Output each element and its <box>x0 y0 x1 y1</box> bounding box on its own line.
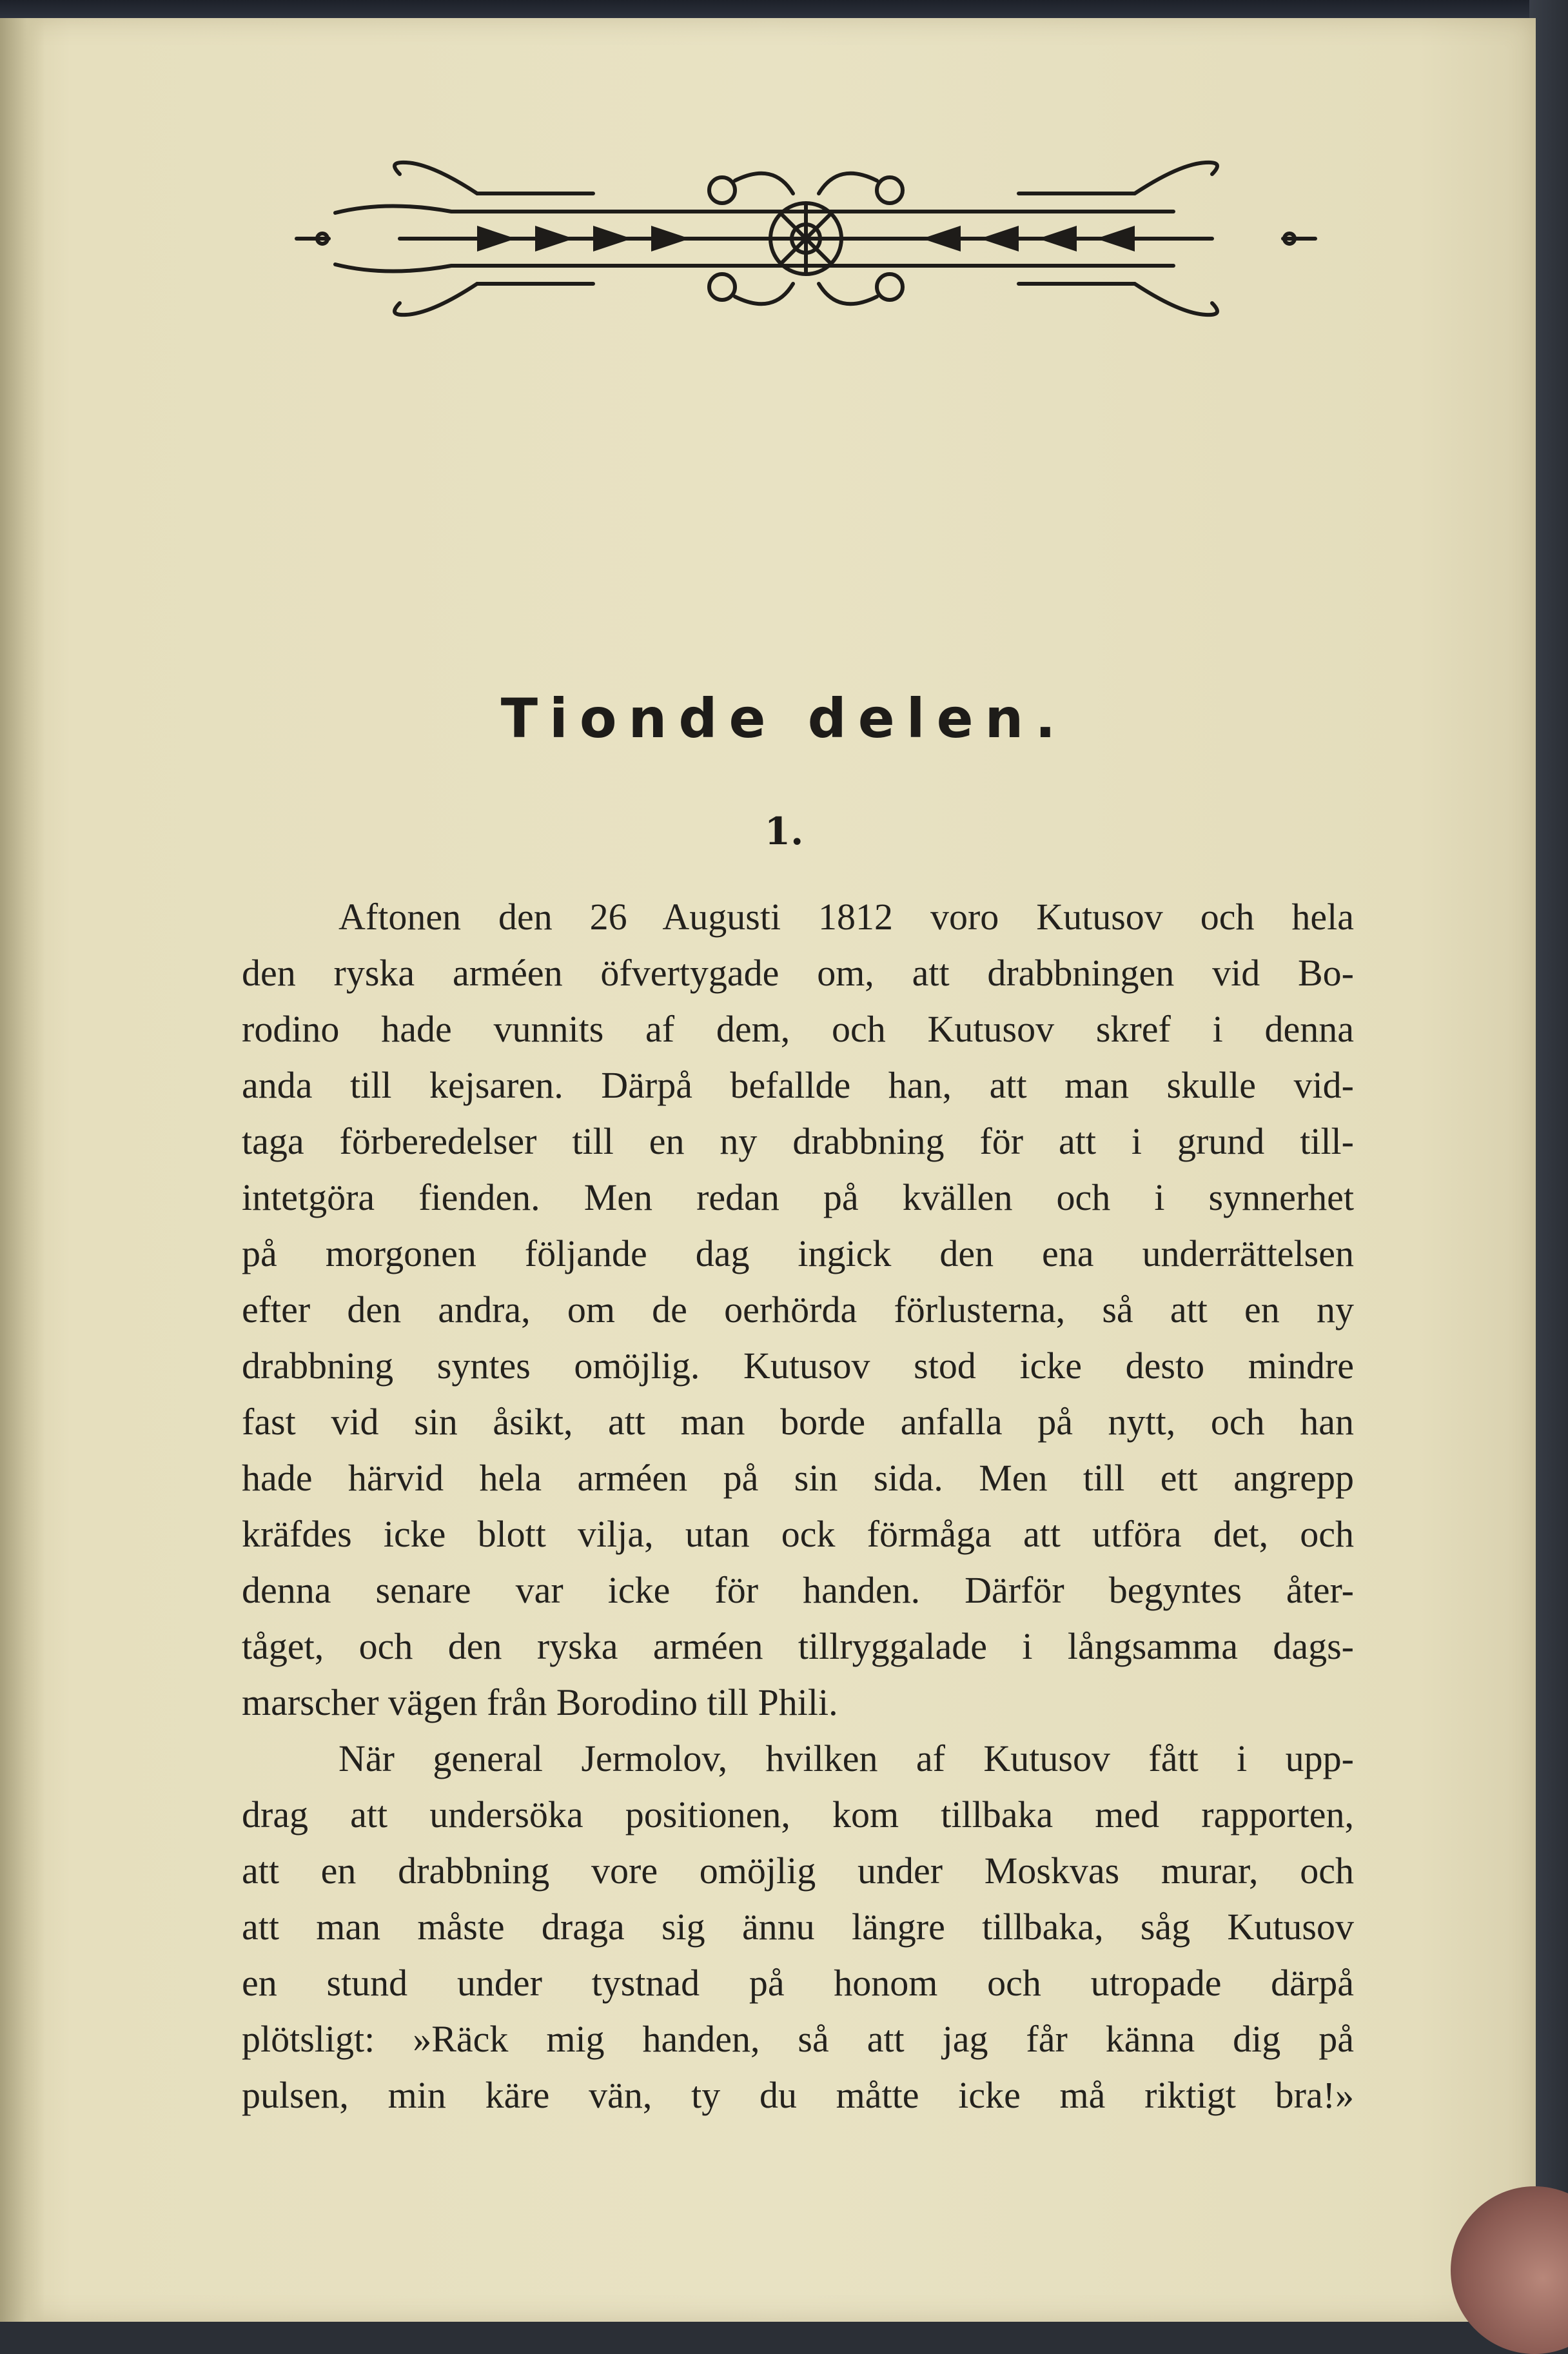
text-line: att en drabbning vore omöjlig under Moskvas murar, och <box>242 1850 1354 1892</box>
text-line: tåget, och den ryska arméen tillryggalade i långsamma dags- <box>242 1625 1354 1667</box>
text-line: När general Jermolov, hvilken af Kutusov fått i upp- <box>338 1737 1354 1779</box>
page-gutter <box>0 18 45 2322</box>
text-line: fast vid sin åsikt, att man borde anfalla på nytt, och han <box>242 1401 1354 1443</box>
text-line: på morgonen följande dag ingick den ena underrättelsen <box>242 1232 1354 1274</box>
text-line: denna senare var icke för handen. Därför begyntes åter- <box>242 1569 1354 1611</box>
headpiece-ornament-icon <box>284 155 1328 322</box>
text-line: rodino hade vunnits af dem, och Kutusov skref i denna <box>242 1008 1354 1050</box>
text-line: pulsen, min käre vän, ty du måtte icke må riktigt bra!» <box>242 2074 1354 2116</box>
text-line: att man måste draga sig ännu längre tillbaka, såg Kutusov <box>242 1906 1354 1948</box>
text-line: drabbning syntes omöjlig. Kutusov stod icke desto mindre <box>242 1345 1354 1387</box>
body-text <box>242 889 1354 2123</box>
text-line: plötsligt: »Räck mig handen, så att jag får känna dig på <box>242 2018 1354 2060</box>
text-line: anda till kejsaren. Därpå befallde han, att man skulle vid- <box>242 1064 1354 1106</box>
text-line: den ryska arméen öfvertygade om, att drabbningen vid Bo- <box>242 952 1354 994</box>
text-line: kräfdes icke blott vilja, utan ock förmåga att utföra det, och <box>242 1513 1354 1555</box>
chapter-heading: Tionde delen. <box>500 687 1068 750</box>
text-line: intetgöra fienden. Men redan på kvällen och i synnerhet <box>242 1176 1354 1218</box>
text-line: taga förberedelser till en ny drabbning för att i grund till- <box>242 1120 1354 1162</box>
text-line: marscher vägen från Borodino till Phili. <box>242 1681 838 1723</box>
section-number: 1. <box>764 809 804 853</box>
text-line: efter den andra, om de oerhörda förlusterna, så att en ny <box>242 1289 1354 1330</box>
text-line: en stund under tystnad på honom och utropade därpå <box>242 1962 1354 2004</box>
text-line: hade härvid hela arméen på sin sida. Men till ett angrepp <box>242 1457 1354 1499</box>
text-line: Aftonen den 26 Augusti 1812 voro Kutusov och hela <box>338 896 1354 938</box>
text-line: drag att undersöka positionen, kom tillbaka med rapporten, <box>242 1794 1354 1835</box>
